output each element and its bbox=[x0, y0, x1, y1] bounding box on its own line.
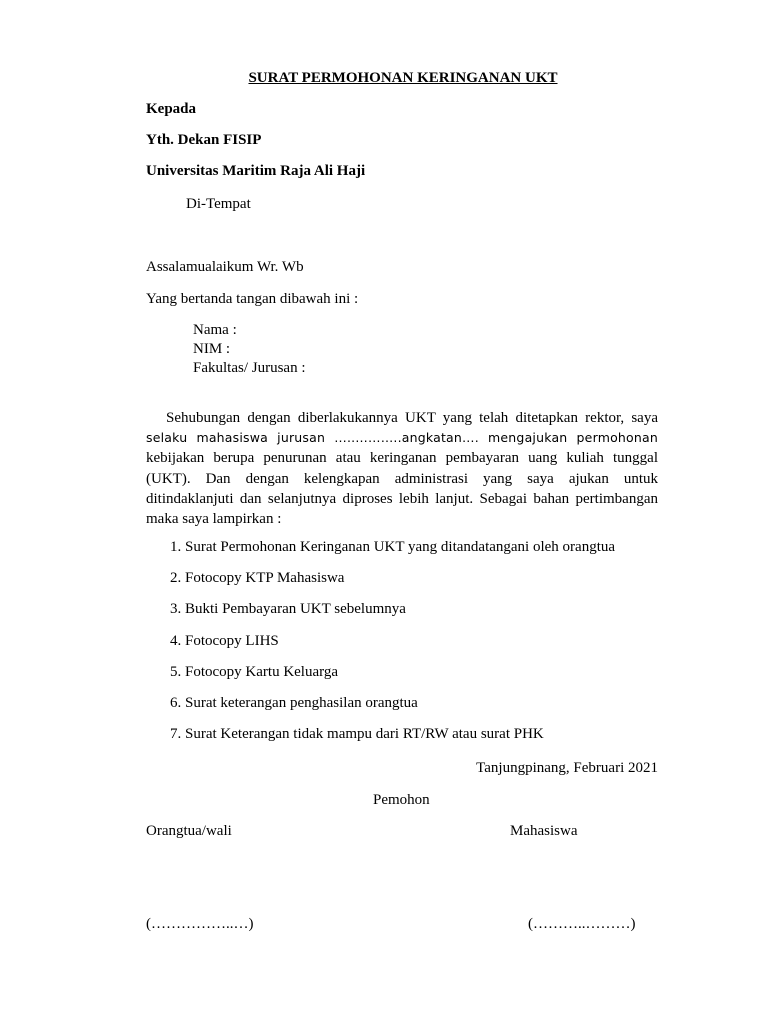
recipient-dean: Yth. Dekan FISIP bbox=[146, 132, 262, 148]
parent-label: Orangtua/wali bbox=[146, 823, 232, 839]
intro-text: Yang bertanda tangan dibawah ini : bbox=[146, 291, 359, 307]
field-name: Nama : bbox=[193, 322, 237, 338]
body-part3: …..………..angkatan…. mengajukan permohonan bbox=[334, 430, 658, 446]
body-part2: selaku mahasiswa jurusan bbox=[146, 430, 335, 446]
list-item: 5. Fotocopy Kartu Keluarga bbox=[170, 663, 339, 680]
greeting: Assalamualaikum Wr. Wb bbox=[146, 259, 304, 275]
attachment-list bbox=[170, 538, 615, 756]
recipient-to: Kepada bbox=[146, 101, 197, 117]
field-nim: NIM : bbox=[193, 341, 231, 357]
recipient-university: Universitas Maritim Raja Ali Haji bbox=[146, 163, 366, 179]
place-date: Tanjungpinang, Februari 2021 bbox=[476, 760, 658, 776]
list-item: 7. Surat Keterangan tidak mampu dari RT/RW atau surat PHK bbox=[170, 726, 544, 743]
applicant-label: Pemohon bbox=[373, 792, 430, 808]
letter-title: SURAT PERMOHONAN KERINGANAN UKT bbox=[248, 70, 558, 86]
body-part1: Sehubungan dengan diberlakukannya UKT yang telah ditetapkan rektor, saya bbox=[166, 410, 658, 426]
list-item: 6. Surat keterangan penghasilan orangtua bbox=[170, 694, 418, 711]
parent-signature-blank: (……………..…) bbox=[146, 916, 254, 932]
list-item: 1. Surat Permohonan Keringanan UKT yang ditandatangani oleh orangtua bbox=[170, 539, 616, 555]
student-label: Mahasiswa bbox=[510, 823, 578, 839]
student-signature-blank: (………..………) bbox=[528, 916, 636, 932]
body-part4: kebijakan berupa penurunan atau keringanan pembayaran uang kuliah tunggal (UKT). Dan dengan kelengkapan administrasi yang saya ajukan untuk ditindaklanjuti dan selanjutnya diproses lebih lanjut. Sebagai bahan pertimbangan maka saya lampirkan : bbox=[146, 450, 658, 528]
body-paragraph bbox=[146, 408, 658, 529]
list-item: 4. Fotocopy LIHS bbox=[170, 632, 279, 649]
field-faculty: Fakultas/ Jurusan : bbox=[193, 360, 306, 376]
list-item: 2. Fotocopy KTP Mahasiswa bbox=[170, 570, 345, 587]
list-item: 3. Bukti Pembayaran UKT sebelumnya bbox=[170, 601, 406, 618]
recipient-place: Di-Tempat bbox=[186, 196, 251, 212]
